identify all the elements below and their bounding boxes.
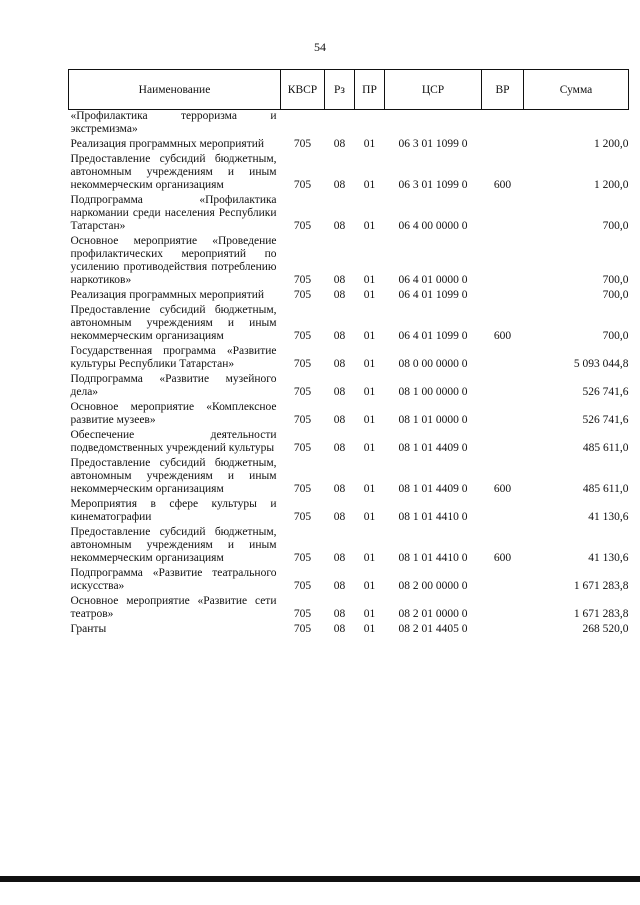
- cell-vr: [482, 498, 524, 524]
- table-row: [69, 567, 629, 593]
- table-row: [69, 138, 629, 151]
- cell-vr: 600: [493, 179, 512, 191]
- cell-vr: [482, 373, 524, 399]
- column-header-vr: ВР: [482, 70, 524, 110]
- cell-pr: 01: [363, 330, 376, 342]
- table-row: [69, 235, 629, 287]
- cell-rz: 08: [333, 220, 346, 232]
- cell-sum: 700,0: [602, 289, 629, 301]
- cell-rz: 08: [333, 442, 346, 454]
- cell-sum: 1 671 283,8: [573, 608, 629, 620]
- cell-vr: [482, 289, 524, 302]
- column-header-name: Наименование: [69, 70, 281, 110]
- column-header-sum: Сумма: [524, 70, 629, 110]
- cell-csr: 08 2 00 0000 0: [398, 580, 468, 592]
- cell-pr: 01: [363, 483, 376, 495]
- cell-kvsr: 705: [293, 608, 312, 620]
- column-header-pr: ПР: [355, 70, 385, 110]
- cell-kvsr: [281, 110, 325, 137]
- row-spacer: [69, 636, 629, 638]
- cell-csr: 08 1 01 0000 0: [398, 414, 468, 426]
- cell-pr: 01: [363, 442, 376, 454]
- cell-kvsr: 705: [293, 330, 312, 342]
- cell-kvsr: 705: [293, 414, 312, 426]
- cell-sum: 700,0: [602, 220, 629, 232]
- cell-kvsr: 705: [293, 511, 312, 523]
- cell-vr: [482, 235, 524, 287]
- cell-kvsr: 705: [293, 483, 312, 495]
- cell-kvsr: 705: [293, 552, 312, 564]
- cell-sum: 700,0: [602, 274, 629, 286]
- cell-sum: 5 093 044,8: [573, 358, 629, 370]
- cell-csr: 08 2 01 4405 0: [398, 623, 468, 635]
- cell-pr: 01: [363, 552, 376, 564]
- cell-csr: 06 3 01 1099 0: [398, 179, 468, 191]
- cell-rz: 08: [333, 274, 346, 286]
- cell-vr: [482, 138, 524, 151]
- cell-vr: [482, 345, 524, 371]
- cell-sum: 1 200,0: [594, 179, 629, 191]
- cell-vr: [482, 110, 524, 137]
- cell-csr: 08 1 01 4410 0: [398, 552, 468, 564]
- cell-rz: 08: [333, 289, 346, 301]
- cell-rz: 08: [333, 330, 346, 342]
- cell-csr: 08 1 01 4409 0: [398, 442, 468, 454]
- cell-kvsr: 705: [293, 138, 312, 150]
- cell-vr: 600: [493, 483, 512, 495]
- cell-kvsr: 705: [293, 442, 312, 454]
- cell-sum: 526 741,6: [582, 386, 629, 398]
- table-body: [69, 110, 629, 639]
- cell-vr: [482, 595, 524, 621]
- cell-rz: 08: [333, 386, 346, 398]
- cell-kvsr: 705: [293, 274, 312, 286]
- cell-name: Реализация программных мероприятий: [70, 289, 265, 301]
- cell-sum: 526 741,6: [582, 414, 629, 426]
- cell-vr: [482, 567, 524, 593]
- table-row: [69, 457, 629, 496]
- cell-csr: 06 4 01 0000 0: [398, 274, 468, 286]
- cell-pr: 01: [363, 580, 376, 592]
- table-row: [69, 595, 629, 621]
- cell-name: Мероприятия в сфере культуры и кинематографии: [70, 498, 277, 523]
- cell-csr: 06 4 00 0000 0: [398, 220, 468, 232]
- table-row: [69, 345, 629, 371]
- cell-csr: [385, 110, 482, 137]
- cell-kvsr: 705: [293, 623, 312, 635]
- cell-kvsr: 705: [293, 386, 312, 398]
- table-header-row: [69, 70, 629, 110]
- cell-csr: 08 1 01 4410 0: [398, 511, 468, 523]
- table-row: [69, 289, 629, 302]
- cell-pr: 01: [363, 358, 376, 370]
- cell-name: Предоставление субсидий бюджетным, автономным учреждениям и иным некоммерческим организациям: [70, 526, 277, 564]
- cell-name: Предоставление субсидий бюджетным, автономным учреждениям и иным некоммерческим организациям: [70, 153, 277, 191]
- cell-csr: 06 3 01 1099 0: [398, 138, 468, 150]
- cell-pr: 01: [363, 289, 376, 301]
- cell-pr: 01: [363, 386, 376, 398]
- cell-pr: 01: [363, 623, 376, 635]
- cell-rz: [325, 110, 355, 137]
- table-row: [69, 498, 629, 524]
- cell-pr: 01: [363, 511, 376, 523]
- cell-kvsr: 705: [293, 289, 312, 301]
- cell-vr: 600: [493, 552, 512, 564]
- cell-pr: 01: [363, 608, 376, 620]
- cell-pr: [355, 110, 385, 137]
- cell-rz: 08: [333, 580, 346, 592]
- cell-csr: 08 1 00 0000 0: [398, 386, 468, 398]
- table-row: [69, 429, 629, 455]
- cell-sum: 268 520,0: [582, 623, 629, 635]
- cell-name: Обеспечение деятельности подведомственных учреждений культуры: [70, 429, 277, 454]
- cell-sum: 485 611,0: [582, 442, 629, 454]
- cell-rz: 08: [333, 358, 346, 370]
- page-bottom-border: [0, 876, 640, 882]
- cell-name: Подпрограмма «Развитие музейного дела»: [70, 373, 277, 398]
- cell-csr: 08 0 00 0000 0: [398, 358, 468, 370]
- cell-kvsr: 705: [293, 220, 312, 232]
- cell-name: Государственная программа «Развитие культуры Республики Татарстан»: [70, 345, 277, 370]
- cell-kvsr: 705: [293, 358, 312, 370]
- table-row: [69, 110, 629, 137]
- cell-rz: 08: [333, 179, 346, 191]
- cell-vr: [482, 194, 524, 233]
- table-row: [69, 526, 629, 565]
- cell-sum: 41 130,6: [588, 511, 629, 523]
- table-row: [69, 304, 629, 343]
- cell-kvsr: 705: [293, 179, 312, 191]
- table-row: [69, 373, 629, 399]
- cell-name: Предоставление субсидий бюджетным, автономным учреждениям и иным некоммерческим организациям: [70, 304, 277, 342]
- cell-rz: 08: [333, 138, 346, 150]
- column-header-rz: Рз: [325, 70, 355, 110]
- cell-name: Реализация программных мероприятий: [70, 138, 265, 150]
- cell-sum: 1 671 283,8: [573, 580, 629, 592]
- cell-sum: 485 611,0: [582, 483, 629, 495]
- cell-sum: 700,0: [602, 330, 629, 342]
- budget-table: [68, 69, 629, 638]
- cell-vr: 600: [493, 330, 512, 342]
- cell-sum: 41 130,6: [588, 552, 629, 564]
- cell-csr: 08 2 01 0000 0: [398, 608, 468, 620]
- column-header-csr: ЦСР: [385, 70, 482, 110]
- cell-pr: 01: [363, 274, 376, 286]
- cell-csr: 08 1 01 4409 0: [398, 483, 468, 495]
- cell-vr: [482, 401, 524, 427]
- table-row: [69, 623, 629, 636]
- cell-kvsr: 705: [293, 580, 312, 592]
- table-row: [69, 194, 629, 233]
- cell-name: Подпрограмма «Профилактика наркомании среди населения Республики Татарстан»: [70, 194, 277, 232]
- cell-pr: 01: [363, 220, 376, 232]
- cell-vr: [482, 429, 524, 455]
- cell-name: Предоставление субсидий бюджетным, автономным учреждениям и иным некоммерческим организациям: [70, 457, 277, 495]
- column-header-kvsr: КВСР: [281, 70, 325, 110]
- cell-rz: 08: [333, 552, 346, 564]
- cell-name: Основное мероприятие «Проведение профилактических мероприятий по усилению противодействия потреблению наркотиков»: [70, 235, 277, 286]
- cell-csr: 06 4 01 1099 0: [398, 289, 468, 301]
- cell-pr: 01: [363, 179, 376, 191]
- cell-rz: 08: [333, 623, 346, 635]
- cell-csr: 06 4 01 1099 0: [398, 330, 468, 342]
- cell-sum: [524, 110, 629, 137]
- cell-name: Подпрограмма «Развитие театрального искусства»: [70, 567, 277, 592]
- cell-rz: 08: [333, 608, 346, 620]
- cell-vr: [482, 623, 524, 636]
- table-row: [69, 153, 629, 192]
- cell-rz: 08: [333, 483, 346, 495]
- cell-pr: 01: [363, 414, 376, 426]
- cell-rz: 08: [333, 511, 346, 523]
- cell-name: Основное мероприятие «Комплексное развитие музеев»: [70, 401, 277, 426]
- table-row: [69, 401, 629, 427]
- cell-name: Гранты: [70, 623, 107, 635]
- page-number: 54: [314, 40, 326, 54]
- cell-name: «Профилактика терроризма и экстремизма»: [70, 110, 277, 135]
- cell-pr: 01: [363, 138, 376, 150]
- cell-rz: 08: [333, 414, 346, 426]
- cell-name: Основное мероприятие «Развитие сети театров»: [70, 595, 277, 620]
- cell-sum: 1 200,0: [594, 138, 629, 150]
